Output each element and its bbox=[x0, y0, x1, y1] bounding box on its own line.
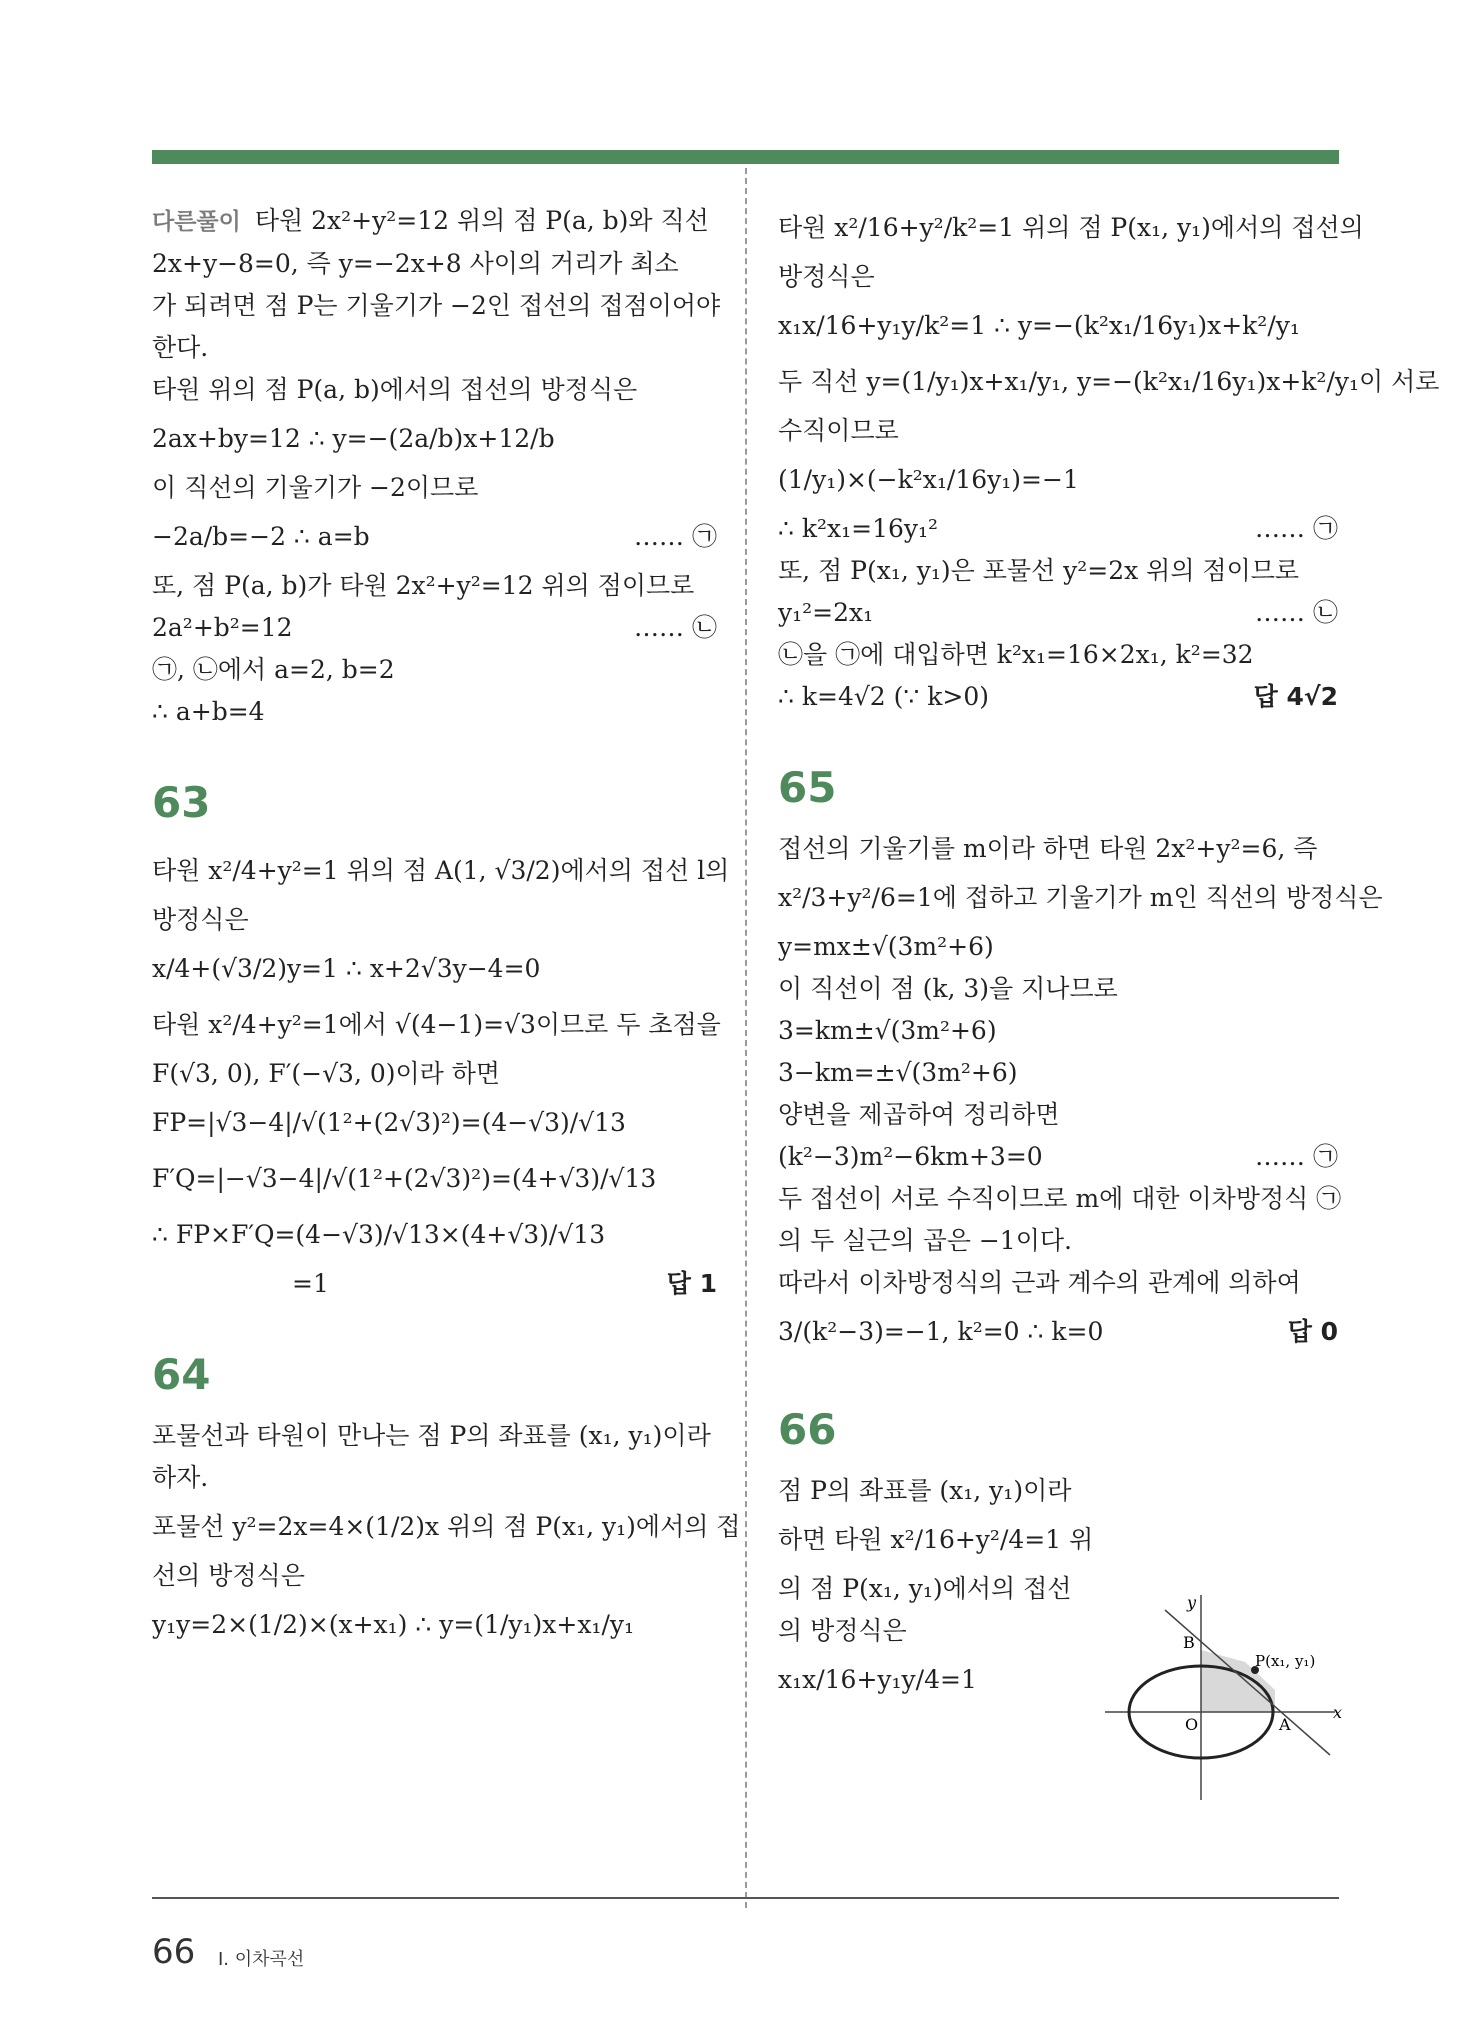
solution-line: 포물선 y²=2x=4×(1/2)x 위의 점 P(x₁, y₁)에서의 접 bbox=[152, 1512, 741, 1541]
left-column bbox=[152, 200, 741, 1653]
point-b-label: B bbox=[1183, 1633, 1195, 1652]
solution-line: 두 접선이 서로 수직이므로 m에 대한 이차방정식 ㉠ bbox=[778, 1184, 1342, 1213]
alt-solution-line: 2a²+b²=12 …… ㉡ bbox=[152, 607, 717, 649]
alt-solution-label: 다른풀이 bbox=[152, 209, 241, 235]
solution-line: 포물선과 타원이 만나는 점 P의 좌표를 (x₁, y₁)이라 bbox=[152, 1421, 711, 1450]
solution-line: y₁y=2×(1/2)×(x+x₁) ∴ y=(1/y₁)x+x₁/y₁ bbox=[152, 1610, 635, 1639]
alt-solution-line: ∴ a+b=4 bbox=[152, 697, 265, 726]
solution-line: 방정식은 bbox=[778, 262, 875, 291]
solution-line: 따라서 이차방정식의 근과 계수의 관계에 의하여 bbox=[778, 1268, 1301, 1297]
origin-label: O bbox=[1185, 1715, 1199, 1734]
solution-line: 3/(k²−3)=−1, k²=0 ∴ k=0 답 0 bbox=[778, 1304, 1338, 1360]
alt-solution-line: 이 직선의 기울기가 −2이므로 bbox=[152, 473, 479, 502]
solution-line: 두 직선 y=(1/y₁)x+x₁/y₁, y=−(k²x₁/16y₁)x+k²/y₁이 서로 bbox=[778, 367, 1440, 396]
solution-line: 하면 타원 x²/16+y²/4=1 위 bbox=[778, 1525, 1094, 1554]
answer: 답 1 bbox=[666, 1269, 717, 1298]
solution-line: (1/y₁)×(−k²x₁/16y₁)=−1 bbox=[778, 465, 1079, 494]
problem-number: 66 bbox=[778, 1405, 837, 1454]
problem-number: 65 bbox=[778, 763, 837, 812]
solution-line: 선의 방정식은 bbox=[152, 1561, 305, 1590]
equation-mark: …… ㉡ bbox=[1255, 598, 1338, 627]
alt-solution-line: 한다. bbox=[152, 333, 209, 362]
alt-solution-line: 다른풀이 타원 2x²+y²=12 위의 점 P(a, b)와 직선 bbox=[152, 206, 709, 235]
alt-solution-line: 2x+y−8=0, 즉 y=−2x+8 사이의 거리가 최소 bbox=[152, 249, 679, 278]
column-divider bbox=[745, 168, 747, 1908]
solution-line: 타원 x²/16+y²/k²=1 위의 점 P(x₁, y₁)에서의 접선의 bbox=[778, 213, 1364, 242]
solution-line: x/4+(√3/2)y=1 ∴ x+2√3y−4=0 bbox=[152, 954, 541, 983]
y-axis-label: y bbox=[1187, 1593, 1197, 1612]
solution-line: F(√3, 0), F′(−√3, 0)이라 하면 bbox=[152, 1059, 501, 1088]
solution-line: 하자. bbox=[152, 1463, 209, 1492]
footer-rule bbox=[152, 1897, 1339, 1899]
point-p-label: P(x₁, y₁) bbox=[1255, 1652, 1316, 1670]
alt-solution-line: ㉠, ㉡에서 a=2, b=2 bbox=[152, 655, 395, 684]
alt-solution-line: 2ax+by=12 ∴ y=−(2a/b)x+12/b bbox=[152, 424, 555, 453]
solution-line: =1 답 1 bbox=[152, 1263, 717, 1305]
ellipse-tangent-figure bbox=[1105, 1590, 1345, 1810]
answer: 답 0 bbox=[1287, 1317, 1338, 1346]
solution-line: 점 P의 좌표를 (x₁, y₁)이라 bbox=[778, 1476, 1072, 1505]
problem-number: 63 bbox=[152, 778, 211, 827]
solution-line: y₁²=2x₁ …… ㉡ bbox=[778, 592, 1338, 634]
answer: 답 4√2 bbox=[1253, 682, 1338, 711]
solution-line: 이 직선이 점 (k, 3)을 지나므로 bbox=[778, 974, 1118, 1003]
right-column bbox=[778, 200, 1440, 1708]
equation-mark: …… ㉠ bbox=[1255, 514, 1338, 543]
top-color-bar bbox=[152, 150, 1339, 164]
solution-line: 의 방정식은 bbox=[778, 1616, 907, 1645]
solution-line: FP=|√3−4|/√(1²+(2√3)²)=(4−√3)/√13 bbox=[152, 1108, 626, 1137]
alt-solution-line: −2a/b=−2 ∴ a=b …… ㉠ bbox=[152, 509, 717, 565]
solution-line: 양변을 제곱하여 정리하면 bbox=[778, 1100, 1060, 1129]
solution-line: 또, 점 P(x₁, y₁)은 포물선 y²=2x 위의 점이므로 bbox=[778, 556, 1300, 585]
solution-line: (k²−3)m²−6km+3=0 …… ㉠ bbox=[778, 1136, 1338, 1178]
alt-solution-line: 타원 위의 점 P(a, b)에서의 접선의 방정식은 bbox=[152, 375, 638, 404]
solution-line: 의 점 P(x₁, y₁)에서의 접선 bbox=[778, 1574, 1072, 1603]
solution-line: ∴ k²x₁=16y₁² …… ㉠ bbox=[778, 508, 1338, 550]
page-number: 66 bbox=[152, 1932, 196, 1972]
alt-solution-line: 가 되려면 점 P는 기울기가 −2인 접선의 접점이어야 bbox=[152, 291, 721, 320]
equation-mark: …… ㉠ bbox=[634, 522, 717, 551]
equation-mark: …… ㉡ bbox=[634, 613, 717, 642]
solution-line: 타원 x²/4+y²=1 위의 점 A(1, √3/2)에서의 접선 l의 bbox=[152, 856, 730, 885]
solution-line: 타원 x²/4+y²=1에서 √(4−1)=√3이므로 두 초점을 bbox=[152, 1010, 721, 1039]
solution-line: 의 두 실근의 곱은 −1이다. bbox=[778, 1226, 1072, 1255]
alt-solution-line: 또, 점 P(a, b)가 타원 2x²+y²=12 위의 점이므로 bbox=[152, 571, 695, 600]
solution-line: y=mx±√(3m²+6) bbox=[778, 932, 994, 961]
solution-line: ∴ k=4√2 (∵ k>0) 답 4√2 bbox=[778, 676, 1338, 718]
problem-number: 64 bbox=[152, 1350, 211, 1399]
solution-line: 3=km±√(3m²+6) bbox=[778, 1016, 997, 1045]
solution-line: x²/3+y²/6=1에 접하고 기울기가 m인 직선의 방정식은 bbox=[778, 883, 1383, 912]
solution-line: ㉡을 ㉠에 대입하면 k²x₁=16×2x₁, k²=32 bbox=[778, 640, 1254, 669]
solution-line: x₁x/16+y₁y/4=1 bbox=[778, 1665, 977, 1694]
x-axis-label: x bbox=[1333, 1703, 1343, 1722]
solution-line: 방정식은 bbox=[152, 905, 249, 934]
solution-line: 수직이므로 bbox=[778, 416, 899, 445]
point-a-label: A bbox=[1279, 1715, 1291, 1734]
solution-line: x₁x/16+y₁y/k²=1 ∴ y=−(k²x₁/16y₁)x+k²/y₁ bbox=[778, 311, 1300, 340]
solution-line: ∴ FP×F′Q=(4−√3)/√13×(4+√3)/√13 bbox=[152, 1220, 606, 1249]
solution-line: 3−km=±√(3m²+6) bbox=[778, 1058, 1018, 1087]
chapter-label: Ⅰ. 이차곡선 bbox=[218, 1949, 305, 1970]
solution-line: F′Q=|−√3−4|/√(1²+(2√3)²)=(4+√3)/√13 bbox=[152, 1164, 657, 1193]
equation-mark: …… ㉠ bbox=[1255, 1142, 1338, 1171]
solution-line: 접선의 기울기를 m이라 하면 타원 2x²+y²=6, 즉 bbox=[778, 834, 1318, 863]
